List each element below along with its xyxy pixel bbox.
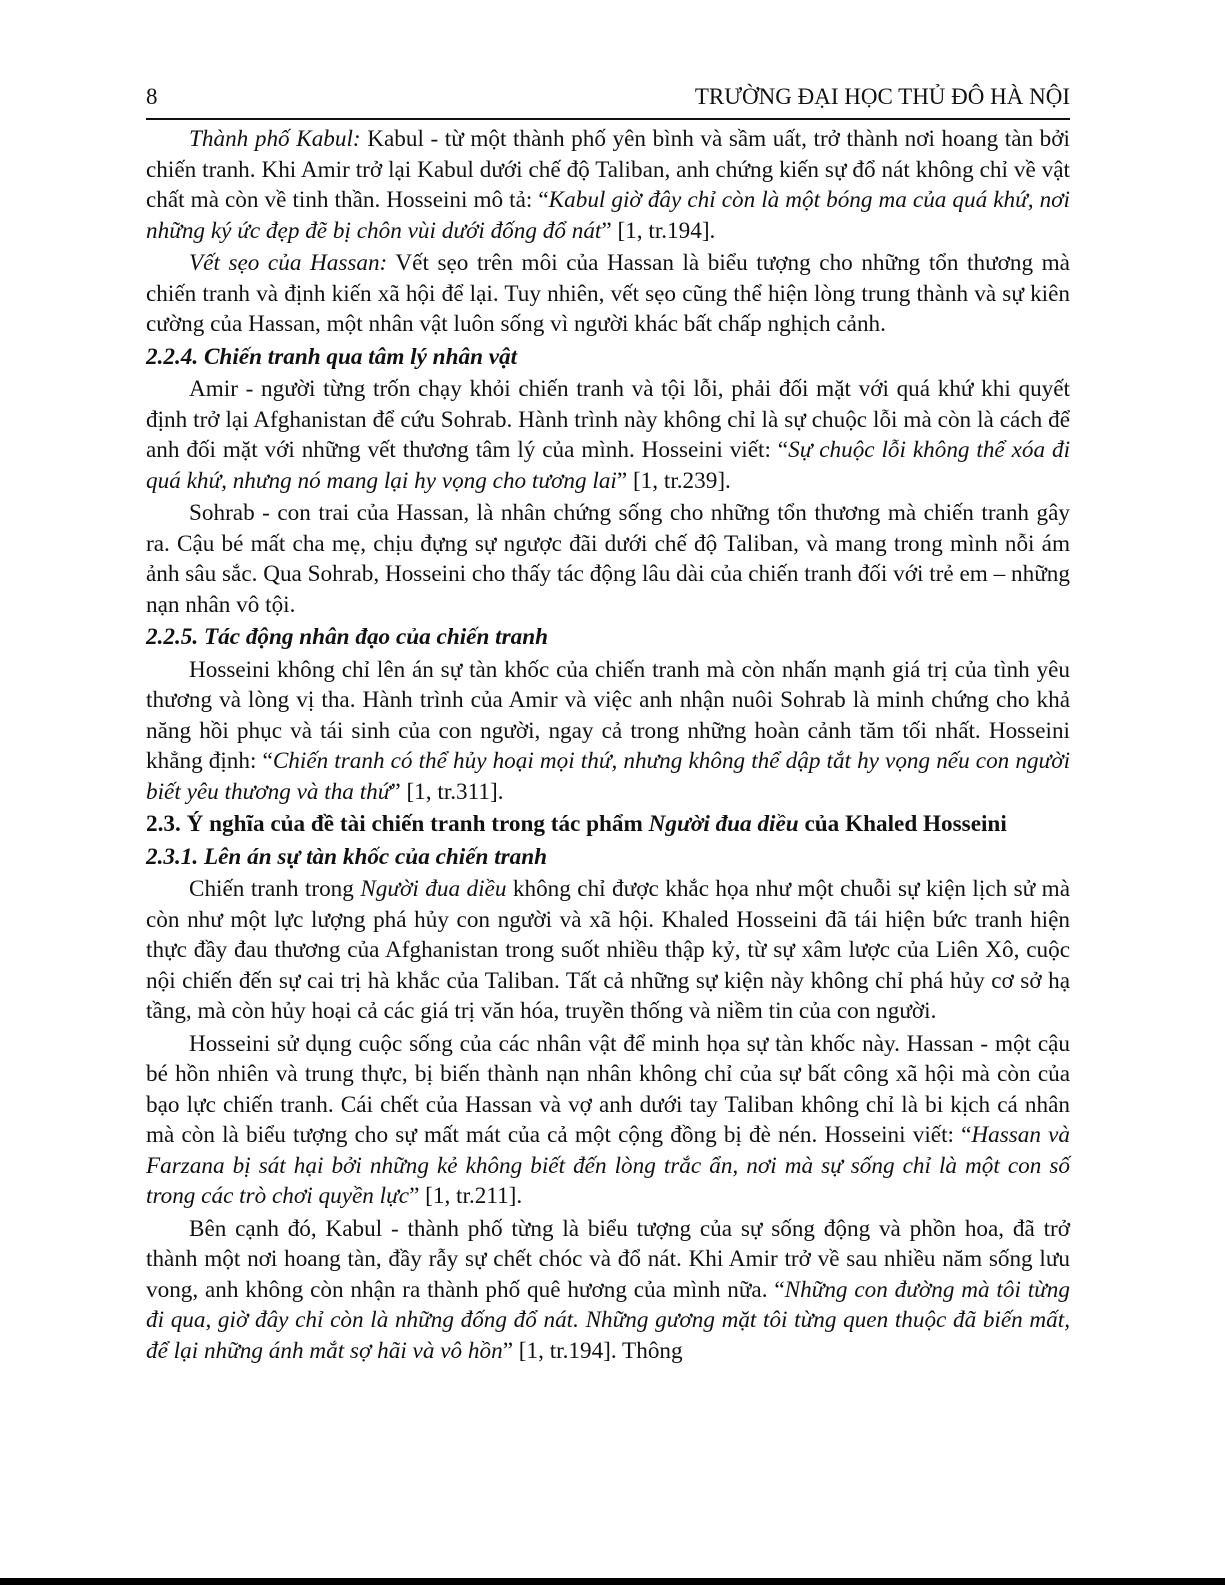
- page-bottom-border: [0, 1578, 1225, 1585]
- paragraph-text: Bên cạnh đó, Kabul - thành phố từng là biểu tượng của sự sống động và phồn hoa, đã trở thành một nơi hoang tàn, đầy rẫy sự chết chóc và đổ nát. Khi Amir trở về sau nhiều năm sống lưu vong, anh không còn nhận ra thành phố quê hương của mình nữa. “: [146, 1215, 1070, 1303]
- paragraph-sohrab: [146, 498, 1070, 620]
- citation: ” [1, tr.211].: [409, 1183, 523, 1209]
- paragraph-text: Sohrab - con trai của Hassan, là nhân chứng sống cho những tổn thương mà chiến tranh gây ra. Cậu bé mất cha mẹ, chịu đựng sự ngược đãi dưới chế độ Taliban, và mang trong mình nỗi ám ảnh sâu sắc. Qua Sohrab, Hosseini cho thấy tác động lâu dài của chiến tranh đối với trẻ em – những nạn nhân vô tội.: [146, 500, 1070, 618]
- section-heading-2-3-1: 2.3.1. Lên án sự tàn khốc của chiến tranh: [146, 843, 548, 870]
- citation: ” [1, tr.194].: [601, 217, 716, 244]
- heading-text: của Khaled Hosseini: [798, 811, 1007, 837]
- quotation: Hassan và Farzana bị sát hại bởi những kẻ không biết đến lòng trắc ẩn, nơi mà sự sống chỉ là một con số trong các trò chơi quyền lực: [146, 1122, 1070, 1209]
- section-heading-2-3: [146, 809, 1070, 840]
- section-heading-2-2-4: 2.2.4. Chiến tranh qua tâm lý nhân vật: [146, 343, 518, 370]
- paragraph-humanitarian: [146, 655, 1070, 808]
- heading-text: 2.3. Ý nghĩa của đề tài chiến tranh trong tác phẩm: [146, 811, 649, 837]
- book-title: Người đua diều: [648, 811, 799, 837]
- citation: ” [1, tr.194]. Thông: [502, 1337, 683, 1364]
- quotation: Kabul giờ đây chỉ còn là một bóng ma của quá khứ, nơi những ký ức đẹp đẽ bị chôn vùi dưới đống đổ nát: [146, 187, 1071, 244]
- paragraph-lead: Thành phố Kabul:: [189, 126, 361, 152]
- page-number: 8: [146, 84, 158, 109]
- paragraph-kabul-ruins: [146, 1214, 1070, 1367]
- running-header: [146, 80, 1070, 120]
- paragraph-text: không chỉ được khắc họa như một chuỗi sự kiện lịch sử mà còn như một lực lượng phá hủy con người và xã hội. Khaled Hosseini đã tái hiện bức tranh hiện thực đầy đau thương của Afghanistan trong suốt nhiều thập kỷ, từ sự xâm lược của Liên Xô, cuộc nội chiến đến sự cai trị hà khắc của Taliban. Tất cả những sự kiện này không chỉ phá hủy cơ sở hạ tầng, mà còn hủy hoại cả các giá trị văn hóa, truyền thống và niềm tin của con người.: [146, 876, 1070, 1024]
- paragraph-text: Hosseini sử dụng cuộc sống của các nhân vật để minh họa sự tàn khốc này. Hassan - một cậu bé hồn nhiên và trung thực, bị biến thành nạn nhân không chỉ của sự bất công xã hội mà còn của bạo lực chiến tranh. Cái chết của Hassan và vợ anh dưới tay Taliban không chỉ là bi kịch cá nhân mà còn là biểu tượng cho sự mất mát của cả một cộng đồng bị đè nén. Hosseini viết: “: [146, 1030, 1070, 1148]
- paragraph-text: Chiến tranh trong: [189, 876, 361, 902]
- paragraph-text: Amir - người từng trốn chạy khỏi chiến tranh và tội lỗi, phải đối mặt với quá khứ khi quyết định trở lại Afghanistan để cứu Sohrab. Hành trình này không chỉ là sự chuộc lỗi mà còn là cách để anh đối mặt với những vết thương tâm lý của mình. Hosseini viết: “: [146, 376, 1070, 463]
- article-body: [146, 124, 1070, 1366]
- paragraph-text: Kabul - từ một thành phố yên bình và sầm uất, trở thành nơi hoang tàn bởi chiến tranh. Khi Amir trở lại Kabul dưới chế độ Taliban, anh chứng kiến sự đổ nát không chỉ về vật chất mà còn về tinh thần. Hosseini mô tả: “: [146, 126, 1070, 213]
- paragraph-amir: [146, 374, 1070, 496]
- section-heading-2-2-5: 2.2.5. Tác động nhân đạo của chiến tranh: [146, 624, 548, 650]
- paragraph-hassan-tragedy: [146, 1029, 1070, 1212]
- paragraph-kabul: [146, 124, 1070, 246]
- paragraph-hassan-scar: [146, 248, 1070, 340]
- paragraph-text: Vết sẹo trên môi của Hassan là biểu tượng cho những tổn thương mà chiến tranh và định kiến xã hội để lại. Tuy nhiên, vết sẹo cũng thể hiện lòng trung thành và sự kiên cường của Hassan, một nhân vật luôn sống vì người khác bất chấp nghịch cảnh.: [146, 250, 1070, 337]
- citation: ” [1, tr.311].: [390, 778, 504, 805]
- quotation: Chiến tranh có thể hủy hoại mọi thứ, nhưng không thể dập tắt hy vọng nếu con người biết yêu thương và tha thứ: [146, 748, 1071, 805]
- quotation: Những con đường mà tôi từng đi qua, giờ đây chỉ còn là những đống đổ nát. Những gương mặt tôi từng quen thuộc đã biến mất, để lại những ánh mắt sợ hãi và vô hồn: [146, 1276, 1070, 1364]
- journal-title: TRƯỜNG ĐẠI HỌC THỦ ĐÔ HÀ NỘI: [694, 84, 1070, 109]
- document-page: [146, 80, 1070, 1368]
- paragraph-war-portrayal: [146, 874, 1070, 1027]
- citation: ” [1, tr.239].: [616, 467, 731, 494]
- paragraph-text: Hosseini không chỉ lên án sự tàn khốc của chiến tranh mà còn nhấn mạnh giá trị của tình yêu thương và lòng vị tha. Hành trình của Amir và việc anh nhận nuôi Sohrab là minh chứng cho khả năng hồi phục và tái sinh của con người, ngay cả trong những hoàn cảnh tăm tối nhất. Hosseini khẳng định: “: [146, 656, 1070, 774]
- paragraph-lead: Vết sẹo của Hassan:: [189, 250, 388, 276]
- quotation: Sự chuộc lỗi không thể xóa đi quá khứ, nhưng nó mang lại hy vọng cho tương lai: [146, 437, 1071, 494]
- book-title: Người đua diều: [360, 876, 507, 902]
